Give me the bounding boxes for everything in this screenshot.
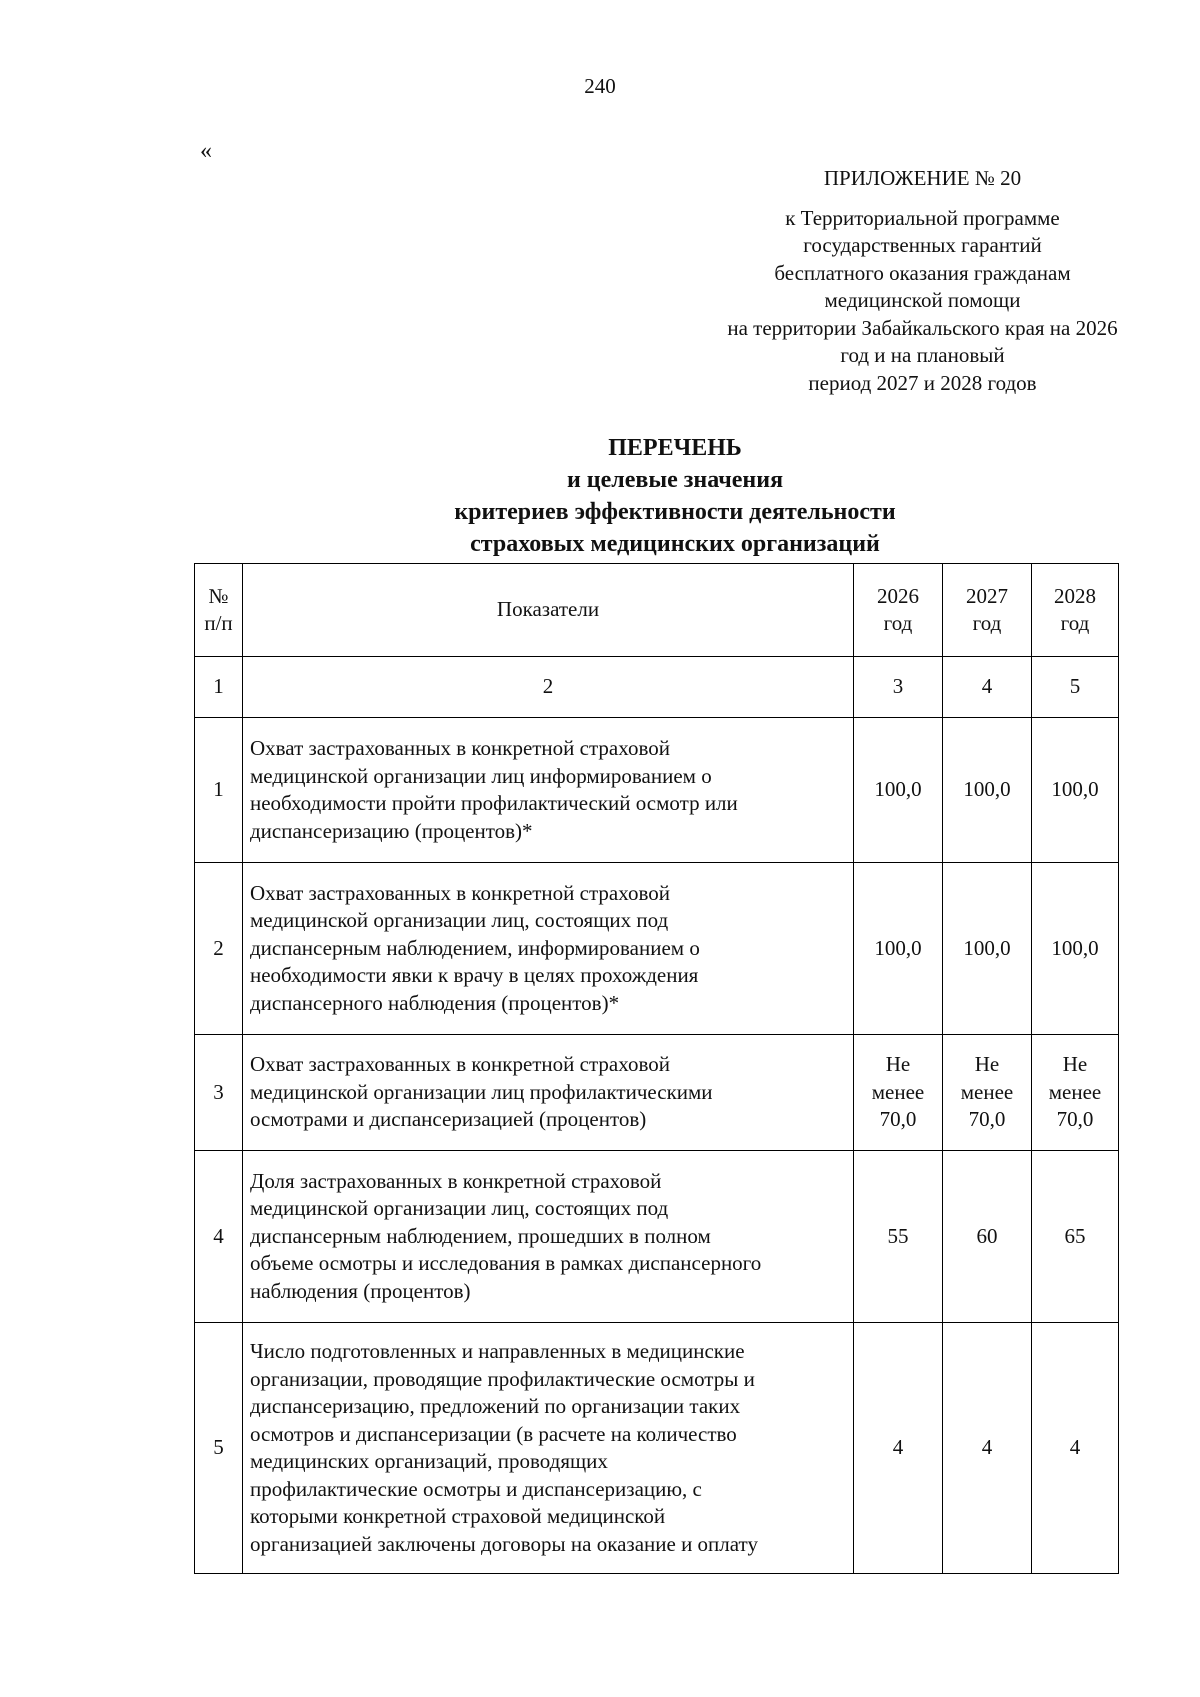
indicator-line: диспансерным наблюдением, прошедших в полном: [250, 1223, 711, 1248]
value-2027: 100,0: [943, 863, 1032, 1035]
header-indicator-cell: Показатели: [243, 564, 854, 657]
value-line: менее: [871, 1079, 925, 1104]
value-2027: 4: [943, 1323, 1032, 1574]
value-2028: 100,0: [1032, 718, 1119, 863]
indicator-line: осмотров и диспансеризации (в расчете на количество: [250, 1421, 737, 1446]
title-line: и целевые значения: [566, 467, 784, 493]
table-row: [195, 863, 1119, 1035]
value-2027: 60: [943, 1151, 1032, 1323]
column-number-cell: 3: [854, 657, 943, 718]
appendix-line: медицинской помощи: [824, 288, 1021, 312]
table-row: [195, 1035, 1119, 1151]
indicator-line: необходимости явки к врачу в целях прохождения: [250, 963, 699, 988]
appendix-line: государственных гарантий: [803, 233, 1042, 257]
appendix-line: бесплатного оказания гражданам: [774, 260, 1071, 285]
value-2028: 4: [1032, 1323, 1119, 1574]
indicator-cell: [243, 863, 854, 1035]
table-row: [195, 718, 1119, 863]
indicator-line: Охват застрахованных в конкретной страховой: [250, 736, 670, 760]
column-number-cell: 2: [243, 657, 854, 718]
indicator-line: медицинской организации лиц, состоящих под: [250, 908, 669, 933]
indicator-line: Охват застрахованных в конкретной страховой: [250, 880, 670, 905]
title-line: ПЕРЕЧЕНЬ: [608, 435, 742, 461]
appendix-block: [690, 165, 1155, 397]
header-year: 2028: [1054, 583, 1096, 608]
table-row: [195, 1323, 1119, 1574]
value-2028: 65: [1032, 1151, 1119, 1323]
indicator-line: диспансерным наблюдением, информированием о: [250, 935, 700, 960]
value-line: менее: [1048, 1079, 1102, 1104]
value-2027: 100,0: [943, 718, 1032, 863]
value-2026: 55: [854, 1151, 943, 1323]
value-2028: 100,0: [1032, 863, 1119, 1035]
indicator-cell: [243, 1151, 854, 1323]
indicator-line: диспансеризацию, предложений по организации таких: [250, 1394, 741, 1418]
value-line: Не: [974, 1052, 1000, 1077]
header-num-cell: [195, 564, 243, 657]
header-year-cell: [943, 564, 1032, 657]
header-year-cell: [1032, 564, 1119, 657]
appendix-line: к Территориальной программе: [785, 205, 1060, 230]
title-line: критериев эффективности деятельности: [454, 499, 896, 525]
indicator-line: Доля застрахованных в конкретной страховой: [250, 1168, 662, 1193]
indicator-line: необходимости пройти профилактический осмотр или: [250, 791, 738, 815]
value-line: Не: [1062, 1052, 1088, 1077]
row-number: 3: [195, 1035, 243, 1151]
appendix-line: на территории Забайкальского края на 2026: [727, 315, 1118, 340]
header-year: 2027: [966, 583, 1008, 608]
header-year: 2026: [877, 583, 919, 608]
indicator-line: диспансерного наблюдения (процентов)*: [250, 990, 620, 1015]
header-num-symbol: №: [208, 583, 229, 608]
column-number-cell: 1: [195, 657, 243, 718]
value-2027: [943, 1035, 1032, 1151]
header-year-word: год: [972, 611, 1002, 635]
document-title: [0, 432, 1200, 560]
indicator-line: организацией заключены договоры на оказание и оплату: [250, 1531, 758, 1556]
indicator-cell: [243, 1035, 854, 1151]
column-number-cell: 5: [1032, 657, 1119, 718]
value-line: 70,0: [968, 1107, 1006, 1132]
page-number: 240: [584, 74, 616, 98]
value-line: менее: [960, 1079, 1014, 1104]
title-line: страховых медицинских организаций: [470, 531, 880, 557]
value-2026: 100,0: [854, 718, 943, 863]
row-number: 5: [195, 1323, 243, 1574]
opening-quote-mark: «: [200, 138, 212, 164]
indicator-line: медицинской организации лиц профилактическими: [250, 1079, 713, 1104]
row-number: 1: [195, 718, 243, 863]
header-year-word: год: [1060, 611, 1090, 635]
indicator-line: медицинской организации лиц информированием о: [250, 763, 712, 788]
indicator-cell: [243, 1323, 854, 1574]
column-number-row: [195, 657, 1119, 718]
indicator-line: профилактические осмотры и диспансеризацию, с: [250, 1476, 702, 1501]
value-2028: [1032, 1035, 1119, 1151]
table-row: [195, 1151, 1119, 1323]
indicator-line: организации, проводящие профилактические осмотры и: [250, 1366, 755, 1391]
header-year-cell: [854, 564, 943, 657]
value-line: 70,0: [1056, 1107, 1094, 1132]
appendix-line: период 2027 и 2028 годов: [808, 370, 1037, 395]
indicator-line: наблюдения (процентов): [250, 1278, 471, 1303]
indicator-cell: [243, 718, 854, 863]
indicator-line: осмотрами и диспансеризацией (процентов): [250, 1107, 647, 1132]
indicator-line: Охват застрахованных в конкретной страховой: [250, 1052, 670, 1077]
value-2026: 4: [854, 1323, 943, 1574]
column-number-cell: 4: [943, 657, 1032, 718]
indicator-line: Число подготовленных и направленных в медицинские: [250, 1339, 745, 1363]
row-number: 2: [195, 863, 243, 1035]
header-year-word: год: [883, 611, 913, 635]
indicator-line: медицинской организации лиц, состоящих под: [250, 1196, 669, 1221]
value-2026: [854, 1035, 943, 1151]
header-row: [195, 564, 1119, 657]
value-line: 70,0: [879, 1107, 917, 1132]
indicator-line: медицинских организаций, проводящих: [250, 1449, 608, 1473]
row-number: 4: [195, 1151, 243, 1323]
indicator-line: диспансеризацию (процентов)*: [250, 818, 533, 843]
appendix-line: год и на плановый: [840, 343, 1005, 367]
header-num-abbrev: п/п: [204, 611, 233, 635]
appendix-title: ПРИЛОЖЕНИЕ № 20: [823, 166, 1022, 190]
indicator-line: объеме осмотры и исследования в рамках диспансерного: [250, 1251, 762, 1276]
value-2026: 100,0: [854, 863, 943, 1035]
value-line: Не: [885, 1052, 911, 1077]
indicator-line: которыми конкретной страховой медицинской: [250, 1504, 666, 1528]
criteria-table: [194, 563, 1119, 1574]
